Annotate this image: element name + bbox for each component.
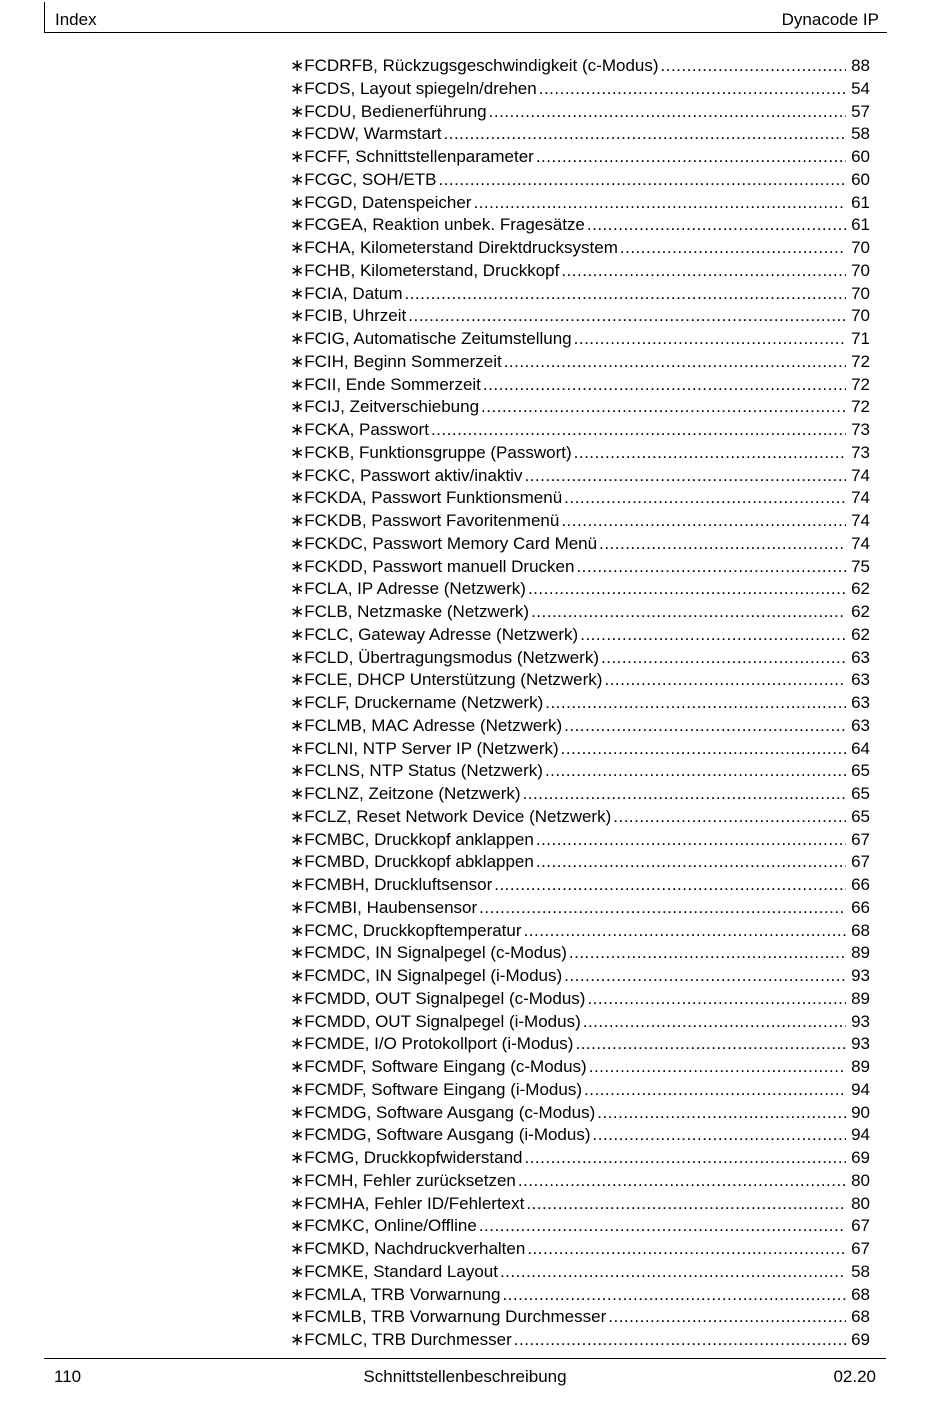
index-entry <box>290 874 870 897</box>
index-entry-page: 66 <box>851 897 870 917</box>
index-entry-page: 89 <box>851 943 870 963</box>
index-entry-text: ∗FCLF, Druckername (Netzwerk) <box>290 693 544 712</box>
index-entry-text: ∗FCMC, Druckkopftemperatur <box>290 920 522 940</box>
index-entry-page: 62 <box>851 602 870 621</box>
index-entry-page: 63 <box>851 670 870 690</box>
index-entry-text: ∗FCMDE, I/O Protokollport (i-Modus) <box>290 1034 574 1054</box>
index-entry <box>290 78 870 101</box>
index-entry-text: ∗FCIB, Uhrzeit <box>290 306 407 326</box>
index-entry-page: 60 <box>851 169 870 189</box>
index-entry <box>290 1102 870 1125</box>
dot-leader <box>408 305 846 328</box>
index-entry-text: ∗FCMHA, Fehler ID/Fehlertext <box>290 1193 525 1213</box>
index-entry-text: ∗FCKC, Passwort aktiv/inaktiv <box>290 465 523 485</box>
index-entry-text: ∗FCLNS, NTP Status (Netzwerk) <box>290 761 543 781</box>
dot-leader <box>613 806 846 829</box>
index-entry-text: ∗FCKDD, Passwort manuell Drucken <box>290 556 575 576</box>
index-entry <box>290 715 870 738</box>
index-entry-page: 62 <box>851 624 870 644</box>
index-entry-text: ∗FCMG, Druckkopfwiderstand <box>290 1148 523 1167</box>
dot-leader <box>661 55 846 78</box>
index-entry-page: 62 <box>851 579 870 599</box>
dot-leader <box>574 442 846 465</box>
dot-leader <box>545 760 846 783</box>
index-entry <box>290 237 870 260</box>
dot-leader <box>575 1033 846 1056</box>
index-entry-text: ∗FCMDF, Software Eingang (i-Modus) <box>290 1079 582 1099</box>
index-entry-text: ∗FCMLA, TRB Vorwarnung <box>290 1284 501 1304</box>
index-entry <box>290 1238 870 1261</box>
index-entry-text: ∗FCDS, Layout spiegeln/drehen <box>290 78 537 98</box>
index-entry <box>290 214 870 237</box>
dot-leader <box>597 1102 846 1125</box>
dot-leader <box>524 465 846 488</box>
dot-leader <box>494 874 846 897</box>
index-entry-text: ∗FCLA, IP Adresse (Netzwerk) <box>290 579 526 599</box>
index-entry-text: ∗FCKDC, Passwort Memory Card Menü <box>290 533 598 553</box>
index-entry-page: 94 <box>851 1125 870 1145</box>
index-entry <box>290 1124 870 1147</box>
dot-leader <box>564 715 846 738</box>
index-entry-text: ∗FCLNI, NTP Server IP (Netzwerk) <box>290 738 559 758</box>
index-entry-page: 65 <box>851 761 870 781</box>
dot-leader <box>514 1329 846 1352</box>
index-entry-page: 61 <box>851 192 870 212</box>
index-entry-text: ∗FCHA, Kilometerstand Direktdrucksystem <box>290 238 618 257</box>
dot-leader <box>489 101 846 124</box>
index-entry-text: ∗FCLC, Gateway Adresse (Netzwerk) <box>290 624 579 644</box>
index-entry-text: ∗FCMBH, Druckluftsensor <box>290 875 493 894</box>
index-entry-page: 71 <box>851 329 870 348</box>
index-entry-page: 70 <box>851 238 870 257</box>
index-entry <box>290 806 870 829</box>
index-entry <box>290 1215 870 1238</box>
index-entry-text: ∗FCLZ, Reset Network Device (Netzwerk) <box>290 806 612 826</box>
dot-leader <box>536 851 846 874</box>
index-entry <box>290 556 870 579</box>
index-entry-page: 65 <box>851 806 870 826</box>
dot-leader <box>561 738 846 761</box>
index-entry <box>290 669 870 692</box>
index-entry-page: 68 <box>851 920 870 940</box>
index-entry-text: ∗FCDRFB, Rückzugsgeschwindigkeit (c-Modus) <box>290 56 659 75</box>
index-entry <box>290 374 870 397</box>
index-entry-page: 57 <box>851 101 870 121</box>
index-entry-page: 94 <box>851 1079 870 1099</box>
index-entry-page: 89 <box>851 1057 870 1076</box>
index-entry <box>290 1170 870 1193</box>
dot-leader <box>561 260 846 283</box>
index-entry-text: ∗FCKB, Funktionsgruppe (Passwort) <box>290 442 572 462</box>
index-entry <box>290 829 870 852</box>
index-entry-page: 69 <box>851 1148 870 1167</box>
index-entry <box>290 465 870 488</box>
index-entry-page: 73 <box>851 420 870 439</box>
index-entry-text: ∗FCMKC, Online/Offline <box>290 1216 477 1236</box>
index-entry <box>290 738 870 761</box>
index-entry <box>290 692 870 715</box>
index-entry <box>290 1056 870 1079</box>
dot-leader <box>404 283 846 306</box>
index-entry <box>290 533 870 556</box>
dot-leader <box>583 1011 846 1034</box>
dot-leader <box>587 988 846 1011</box>
index-entry-page: 54 <box>851 78 870 98</box>
index-entry-text: ∗FCMDC, IN Signalpegel (i-Modus) <box>290 966 563 985</box>
index-entry <box>290 1079 870 1102</box>
dot-leader <box>601 647 846 670</box>
index-entry-text: ∗FCMDF, Software Eingang (c-Modus) <box>290 1057 587 1076</box>
index-entry-text: ∗FCHB, Kilometerstand, Druckkopf <box>290 260 560 280</box>
index-entry-text: ∗FCKA, Passwort <box>290 420 429 439</box>
index-entry <box>290 419 870 442</box>
index-entry-text: ∗FCLB, Netzmaske (Netzwerk) <box>290 602 530 621</box>
index-entry-page: 72 <box>851 374 870 394</box>
index-entry <box>290 601 870 624</box>
index-entry-page: 63 <box>851 693 870 712</box>
index-entry-text: ∗FCMDC, IN Signalpegel (c-Modus) <box>290 943 567 963</box>
dot-leader <box>502 1284 846 1307</box>
header-product-name: Dynacode IP <box>781 10 879 29</box>
index-entry <box>290 1261 870 1284</box>
index-entry <box>290 897 870 920</box>
index-entry <box>290 169 870 192</box>
dot-leader <box>545 692 846 715</box>
index-entry-page: 70 <box>851 260 870 280</box>
index-entry-text: ∗FCGD, Datenspeicher <box>290 192 472 212</box>
dot-leader <box>528 578 846 601</box>
dot-leader <box>444 123 847 146</box>
index-entry-text: ∗FCIG, Automatische Zeitumstellung <box>290 329 572 348</box>
page-footer <box>44 1358 886 1395</box>
dot-leader <box>473 192 846 215</box>
index-entry-text: ∗FCLE, DHCP Unterstützung (Netzwerk) <box>290 670 603 690</box>
dot-leader <box>604 669 846 692</box>
index-entry-text: ∗FCMH, Fehler zurücksetzen <box>290 1170 516 1190</box>
index-entry-page: 63 <box>851 715 870 735</box>
index-entry-page: 93 <box>851 1011 870 1031</box>
index-entry-text: ∗FCIA, Datum <box>290 283 403 303</box>
dot-leader <box>483 374 846 397</box>
index-entry-page: 74 <box>851 488 870 508</box>
dot-leader <box>574 328 846 351</box>
dot-leader <box>564 965 846 988</box>
index-entry <box>290 988 870 1011</box>
dot-leader <box>561 510 846 533</box>
dot-leader <box>589 1056 846 1079</box>
index-entry-page: 68 <box>851 1307 870 1327</box>
index-entry <box>290 510 870 533</box>
index-entry-text: ∗FCMLC, TRB Durchmesser <box>290 1330 512 1349</box>
index-entry <box>290 851 870 874</box>
index-entry-page: 80 <box>851 1170 870 1190</box>
index-entry <box>290 647 870 670</box>
document-title: Schnittstellenbeschreibung <box>363 1367 567 1386</box>
index-entry-page: 93 <box>851 1034 870 1054</box>
index-entry-text: ∗FCIJ, Zeitverschiebung <box>290 397 480 417</box>
index-entry <box>290 123 870 146</box>
dot-leader <box>481 396 846 419</box>
index-entry-page: 75 <box>851 556 870 576</box>
index-entry-text: ∗FCDU, Bedienerführung <box>290 101 487 121</box>
index-entry-page: 70 <box>851 306 870 326</box>
index-entry <box>290 920 870 943</box>
index-entry-page: 66 <box>851 875 870 894</box>
index-entry-text: ∗FCDW, Warmstart <box>290 124 442 144</box>
index-list <box>290 55 870 1352</box>
index-entry-page: 80 <box>851 1193 870 1213</box>
index-entry-page: 67 <box>851 1216 870 1236</box>
index-entry-page: 69 <box>851 1330 870 1349</box>
index-entry-page: 74 <box>851 465 870 485</box>
index-entry-page: 73 <box>851 442 870 462</box>
index-entry-page: 72 <box>851 351 870 371</box>
index-entry-text: ∗FCMKE, Standard Layout <box>290 1261 498 1281</box>
index-entry-text: ∗FCMDG, Software Ausgang (c-Modus) <box>290 1102 596 1122</box>
index-entry <box>290 942 870 965</box>
index-entry <box>290 624 870 647</box>
index-entry <box>290 305 870 328</box>
index-entry <box>290 1033 870 1056</box>
dot-leader <box>479 897 846 920</box>
index-entry <box>290 351 870 374</box>
index-entry <box>290 1193 870 1216</box>
dot-leader <box>584 1079 846 1102</box>
index-entry-text: ∗FCMDG, Software Ausgang (i-Modus) <box>290 1125 591 1145</box>
index-entry <box>290 1329 870 1352</box>
index-entry <box>290 328 870 351</box>
index-entry <box>290 760 870 783</box>
index-entry-text: ∗FCLNZ, Zeitzone (Netzwerk) <box>290 784 521 803</box>
index-entry-text: ∗FCIH, Beginn Sommerzeit <box>290 351 502 371</box>
index-entry-page: 67 <box>851 1239 870 1258</box>
dot-leader <box>431 419 846 442</box>
index-entry-text: ∗FCMBC, Druckkopf anklappen <box>290 829 534 849</box>
index-entry-text: ∗FCFF, Schnittstellenparameter <box>290 147 534 166</box>
header-section-title: Index <box>55 10 97 29</box>
dot-leader <box>536 146 846 169</box>
dot-leader <box>524 1147 846 1170</box>
index-entry <box>290 192 870 215</box>
dot-leader <box>518 1170 846 1193</box>
index-entry-page: 74 <box>851 511 870 530</box>
index-entry-page: 60 <box>851 147 870 166</box>
index-entry <box>290 578 870 601</box>
index-entry-page: 70 <box>851 283 870 303</box>
dot-leader <box>500 1261 846 1284</box>
index-entry <box>290 1011 870 1034</box>
index-entry-page: 63 <box>851 647 870 667</box>
dot-leader <box>479 1215 846 1238</box>
index-entry-text: ∗FCMDD, OUT Signalpegel (c-Modus) <box>290 988 586 1008</box>
index-entry <box>290 783 870 806</box>
index-entry-text: ∗FCLMB, MAC Adresse (Netzwerk) <box>290 715 563 735</box>
dot-leader <box>569 942 846 965</box>
dot-leader <box>580 624 846 647</box>
index-entry <box>290 55 870 78</box>
dot-leader <box>587 214 846 237</box>
index-entry-page: 93 <box>851 966 870 985</box>
index-entry <box>290 1284 870 1307</box>
index-entry <box>290 965 870 988</box>
index-entry <box>290 442 870 465</box>
page-header <box>44 2 887 33</box>
index-entry-text: ∗FCKDB, Passwort Favoritenmenü <box>290 511 560 530</box>
index-entry-text: ∗FCKDA, Passwort Funktionsmenü <box>290 488 563 508</box>
index-entry-page: 72 <box>851 397 870 417</box>
dot-leader <box>526 1193 846 1216</box>
index-entry-text: ∗FCMBD, Druckkopf abklappen <box>290 852 534 872</box>
dot-leader <box>527 1238 846 1261</box>
index-entry <box>290 283 870 306</box>
index-entry <box>290 396 870 419</box>
index-entry <box>290 146 870 169</box>
dot-leader <box>523 783 846 806</box>
dot-leader <box>438 169 846 192</box>
index-entry-page: 89 <box>851 988 870 1008</box>
dot-leader <box>608 1306 846 1329</box>
index-entry-page: 58 <box>851 124 870 144</box>
index-entry-page: 58 <box>851 1261 870 1281</box>
page-number: 110 <box>54 1367 82 1386</box>
dot-leader <box>599 533 846 556</box>
document-date: 02.20 <box>833 1367 876 1386</box>
index-entry-text: ∗FCGEA, Reaktion unbek. Fragesätze <box>290 215 585 235</box>
index-entry-page: 68 <box>851 1284 870 1304</box>
index-entry-text: ∗FCGC, SOH/ETB <box>290 169 437 189</box>
index-entry-text: ∗FCII, Ende Sommerzeit <box>290 374 481 394</box>
index-entry-page: 65 <box>851 784 870 803</box>
index-entry-text: ∗FCMKD, Nachdruckverhalten <box>290 1239 526 1258</box>
index-entry-text: ∗FCLD, Übertragungsmodus (Netzwerk) <box>290 647 600 667</box>
index-entry-page: 67 <box>851 829 870 849</box>
index-entry-page: 88 <box>851 56 870 75</box>
index-entry-text: ∗FCMLB, TRB Vorwarnung Durchmesser <box>290 1307 607 1327</box>
dot-leader <box>536 829 846 852</box>
dot-leader <box>564 487 846 510</box>
dot-leader <box>504 351 846 374</box>
index-entry-text: ∗FCMDD, OUT Signalpegel (i-Modus) <box>290 1011 581 1031</box>
index-entry-page: 74 <box>851 533 870 553</box>
index-entry-text: ∗FCMBI, Haubensensor <box>290 897 478 917</box>
dot-leader <box>620 237 846 260</box>
index-entry-page: 61 <box>851 215 870 235</box>
index-entry-page: 90 <box>851 1102 870 1122</box>
dot-leader <box>593 1124 846 1147</box>
dot-leader <box>539 78 846 101</box>
index-entry <box>290 1306 870 1329</box>
index-entry <box>290 101 870 124</box>
index-entry-page: 67 <box>851 852 870 872</box>
dot-leader <box>576 556 846 579</box>
dot-leader <box>524 920 846 943</box>
index-entry <box>290 1147 870 1170</box>
dot-leader <box>531 601 846 624</box>
index-entry-page: 64 <box>851 738 870 758</box>
index-entry <box>290 260 870 283</box>
index-entry <box>290 487 870 510</box>
